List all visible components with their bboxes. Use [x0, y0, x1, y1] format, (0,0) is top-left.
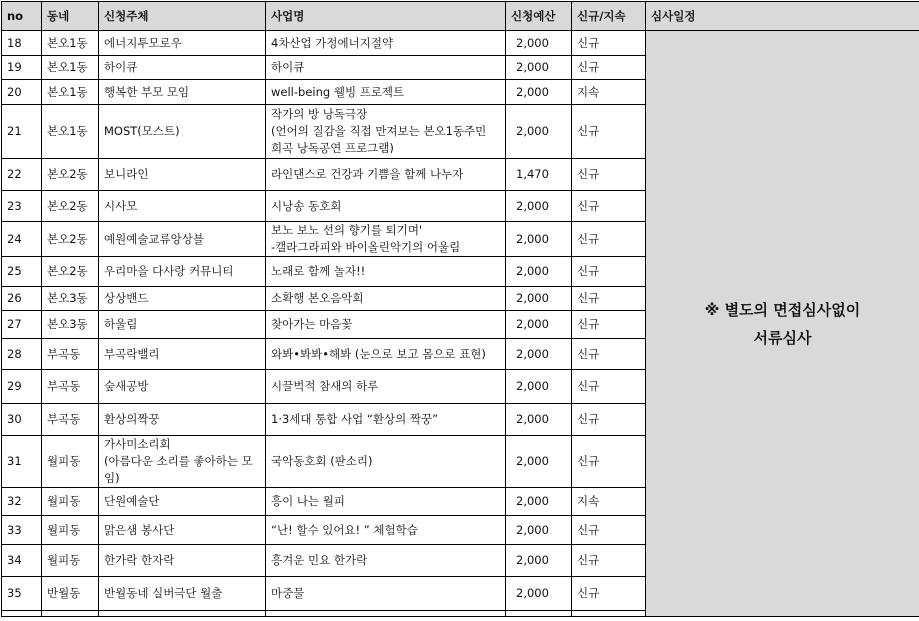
cell-no: 25: [2, 257, 42, 287]
cell-applicant-line: 한가락 한자락: [104, 553, 175, 567]
cell-applicant: [99, 370, 266, 404]
cell-no: 20: [2, 80, 42, 105]
cell-dong: 본오2동: [42, 159, 99, 191]
cell-budget: 1,470: [506, 159, 572, 191]
cell-status: 신규: [572, 404, 646, 436]
cell-no: 27: [2, 311, 42, 339]
cell-project-line: 4차산업 가정에너지절약: [271, 35, 394, 50]
cell-status: 신규: [572, 105, 646, 159]
cell-status: 지속: [572, 80, 646, 105]
cell-status: 신규: [572, 191, 646, 222]
cell-dong: 본오2동: [42, 257, 99, 287]
cell-applicant-line: 에너지투모로우: [104, 35, 182, 50]
cell-project-line: 라인댄스로 건강과 기쁨을 함께 나누자: [271, 167, 464, 181]
cell-applicant: [99, 577, 266, 611]
cell-applicant-line: 예원예술교류앙상블: [104, 231, 204, 246]
cell-project: [266, 404, 506, 436]
cell-no: 30: [2, 404, 42, 436]
cell-status: 신규: [572, 577, 646, 611]
cell-budget: 2,000: [506, 191, 572, 222]
cell-status: 신규: [572, 287, 646, 311]
cell-project-line: 국악동호회 (판소리): [271, 454, 373, 468]
cell-no: 28: [2, 339, 42, 370]
cell-dong: 부곡동: [42, 339, 99, 370]
application-table: [1, 1, 919, 617]
cell-budget: 2,000: [506, 370, 572, 404]
cell-project: [266, 287, 506, 311]
cell-project-line: 소확행 본오음악회: [271, 291, 364, 305]
cell-applicant: [99, 257, 266, 287]
cell-applicant-line: (아름다운 소리를 좋아하는 모임): [104, 454, 253, 485]
cell-dong: 월피동: [42, 545, 99, 577]
cell-status: 신규: [572, 159, 646, 191]
schedule-note-line: ※ 별도의 면접심사없이: [704, 300, 861, 319]
cell-project-line: 작가의 방 낭독극장: [271, 107, 368, 121]
cell-no: 32: [2, 488, 42, 516]
cell-budget: 2,000: [506, 311, 572, 339]
cell-no: 19: [2, 56, 42, 80]
cell-project: [266, 31, 506, 56]
header-no: no: [2, 2, 42, 31]
cell-applicant: [99, 191, 266, 222]
cell-project: [266, 257, 506, 287]
cell-no: 18: [2, 31, 42, 56]
cell-no: 29: [2, 370, 42, 404]
cell-project: [266, 545, 506, 577]
cell-project-line: -캘라그라피와 바이올린악기의 어울림: [271, 240, 461, 254]
cell-applicant: [99, 80, 266, 105]
cell-project: [266, 516, 506, 545]
cell-dong: 부곡동: [42, 404, 99, 436]
cell-no: 26: [2, 287, 42, 311]
cell-project-line: 마중물: [271, 586, 305, 600]
cell-applicant: [99, 222, 266, 257]
cell-project-line: well-being 웰빙 프로젝트: [271, 84, 405, 99]
cell-no: 33: [2, 516, 42, 545]
header-schedule: 심사일정: [646, 2, 919, 31]
cell-project-line: 찾아가는 마음꽃: [271, 317, 353, 331]
cell-project: [266, 159, 506, 191]
empty-cell: [266, 611, 506, 617]
cell-project-line: 흥이 나는 월피: [271, 494, 345, 508]
cell-project: [266, 370, 506, 404]
cell-budget: 2,000: [506, 404, 572, 436]
cell-project-line: 보노 보노 선의 향기를 퇴기며': [271, 223, 423, 237]
cell-applicant-line: 반월동네 실버극단 월출: [104, 586, 223, 600]
cell-status: 신규: [572, 222, 646, 257]
header-budget: 신청예산: [506, 2, 572, 31]
cell-budget: 2,000: [506, 488, 572, 516]
cell-budget: 2,000: [506, 257, 572, 287]
header-status: 신규/지속: [572, 2, 646, 31]
cell-dong: 본오1동: [42, 80, 99, 105]
cell-applicant: [99, 159, 266, 191]
cell-project: [266, 339, 506, 370]
cell-status: 신규: [572, 436, 646, 488]
empty-cell: [506, 611, 572, 617]
cell-project-line: 와봐•봐봐•해봐 (눈으로 보고 몸으로 표현): [271, 346, 486, 361]
cell-dong: 본오2동: [42, 191, 99, 222]
cell-applicant-line: 숲새공방: [104, 379, 149, 393]
cell-applicant-line: MOST(모스트): [104, 124, 180, 138]
cell-status: 신규: [572, 311, 646, 339]
cell-no: 23: [2, 191, 42, 222]
cell-applicant: [99, 31, 266, 56]
cell-project-line: 시낭송 동호회: [271, 198, 342, 213]
empty-cell: [99, 611, 266, 617]
cell-project: [266, 577, 506, 611]
cell-budget: 2,000: [506, 287, 572, 311]
cell-applicant: [99, 287, 266, 311]
cell-project-line: 흥겨운 민요 한가락: [271, 553, 368, 567]
cell-status: 신규: [572, 56, 646, 80]
cell-applicant-line: 가사미소리회: [104, 437, 171, 451]
schedule-note: [646, 31, 919, 617]
cell-project-line: 하이큐: [271, 60, 305, 74]
cell-applicant: [99, 105, 266, 159]
table-row: [2, 31, 919, 56]
schedule-note-line: 서류심사: [753, 328, 812, 347]
cell-budget: 2,000: [506, 222, 572, 257]
cell-status: 신규: [572, 516, 646, 545]
cell-no: 24: [2, 222, 42, 257]
cell-applicant-line: 단원예술단: [104, 494, 160, 508]
cell-applicant: [99, 436, 266, 488]
cell-dong: 월피동: [42, 488, 99, 516]
cell-applicant: [99, 404, 266, 436]
cell-dong: 반월동: [42, 577, 99, 611]
cell-applicant-line: 환상의짝꿍: [104, 412, 160, 426]
cell-dong: 본오1동: [42, 56, 99, 80]
cell-status: 신규: [572, 370, 646, 404]
cell-budget: 2,000: [506, 31, 572, 56]
cell-applicant-line: 행복한 부모 모임: [104, 84, 190, 99]
cell-budget: 2,000: [506, 545, 572, 577]
cell-status: 신규: [572, 31, 646, 56]
cell-project-line: 노래로 함께 놀자!!: [271, 264, 366, 278]
cell-status: 신규: [572, 545, 646, 577]
cell-project-line: 희곡 낭독공연 프로그램): [271, 141, 394, 155]
cell-project: [266, 222, 506, 257]
cell-budget: 2,000: [506, 436, 572, 488]
cell-dong: 월피동: [42, 436, 99, 488]
cell-applicant-line: 부곡락밸리: [104, 346, 160, 361]
cell-no: 35: [2, 577, 42, 611]
cell-applicant-line: 시사모: [104, 198, 138, 213]
cell-applicant: [99, 339, 266, 370]
cell-applicant-line: 맑은샘 봉사단: [104, 522, 175, 537]
cell-budget: 2,000: [506, 577, 572, 611]
header-project: 사업명: [266, 2, 506, 31]
cell-project-line: 1·3세대 통합 사업 “환상의 짝꿍”: [271, 412, 439, 426]
cell-applicant: [99, 311, 266, 339]
cell-no: 34: [2, 545, 42, 577]
cell-no: 21: [2, 105, 42, 159]
cell-project: [266, 191, 506, 222]
cell-status: 지속: [572, 488, 646, 516]
cell-dong: 부곡동: [42, 370, 99, 404]
cell-applicant-line: 하울림: [104, 317, 138, 331]
cell-applicant-line: 상상밴드: [104, 291, 149, 305]
cell-no: 31: [2, 436, 42, 488]
cell-project: [266, 488, 506, 516]
cell-dong: 본오2동: [42, 222, 99, 257]
empty-cell: [2, 611, 42, 617]
cell-applicant: [99, 545, 266, 577]
cell-budget: 2,000: [506, 339, 572, 370]
cell-project-line: (언어의 질감을 직접 만져보는 본오1동주민: [271, 124, 487, 138]
cell-status: 신규: [572, 257, 646, 287]
cell-applicant: [99, 516, 266, 545]
cell-project: [266, 311, 506, 339]
cell-applicant: [99, 56, 266, 80]
cell-applicant-line: 보니라인: [104, 167, 149, 181]
cell-status: 신규: [572, 339, 646, 370]
header-dong: 동네: [42, 2, 99, 31]
cell-project: [266, 105, 506, 159]
cell-no: 22: [2, 159, 42, 191]
header-row: [2, 2, 919, 31]
cell-project-line: 시끌벅적 참새의 하루: [271, 379, 379, 393]
cell-dong: 본오3동: [42, 287, 99, 311]
cell-project: [266, 80, 506, 105]
cell-budget: 2,000: [506, 516, 572, 545]
cell-dong: 본오1동: [42, 105, 99, 159]
cell-project: [266, 56, 506, 80]
cell-project: [266, 436, 506, 488]
cell-budget: 2,000: [506, 105, 572, 159]
empty-cell: [572, 611, 646, 617]
cell-dong: 월피동: [42, 516, 99, 545]
cell-budget: 2,000: [506, 56, 572, 80]
empty-cell: [42, 611, 99, 617]
cell-applicant-line: 하이큐: [104, 60, 138, 74]
cell-project-line: “난! 할수 있어요! ” 체험학습: [271, 522, 418, 537]
cell-budget: 2,000: [506, 80, 572, 105]
header-applicant: 신청주체: [99, 2, 266, 31]
cell-dong: 본오1동: [42, 31, 99, 56]
cell-dong: 본오3동: [42, 311, 99, 339]
cell-applicant: [99, 488, 266, 516]
cell-applicant-line: 우리마을 다사랑 커뮤니티: [104, 264, 234, 278]
